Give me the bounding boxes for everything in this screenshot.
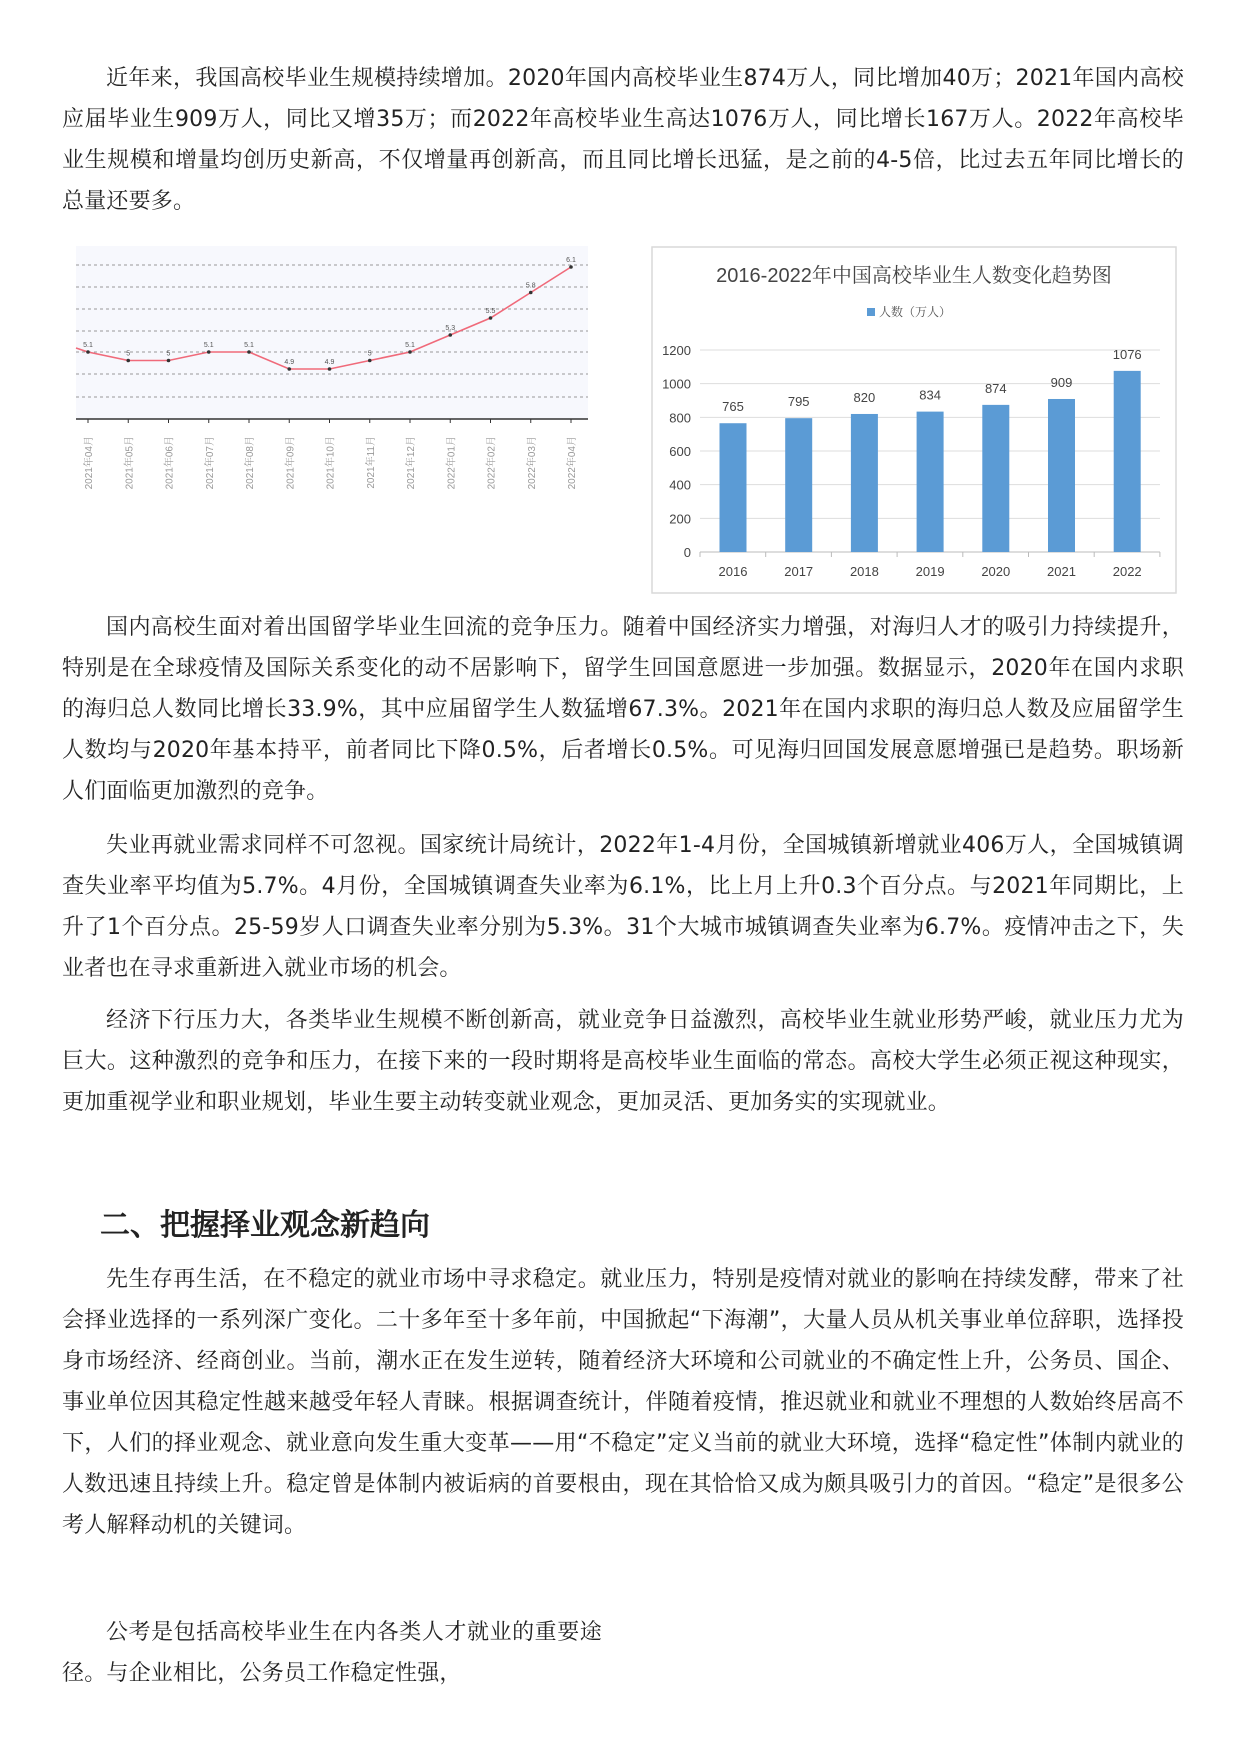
bar — [720, 423, 747, 552]
x-tick-label: 2018 — [849, 564, 879, 579]
x-tick-label: 2022年03月 — [526, 436, 538, 490]
x-tick-label: 2021年04月 — [84, 436, 95, 490]
x-tick-label: 2021年05月 — [124, 436, 136, 490]
y-tick-label: 800 — [669, 410, 691, 426]
paragraph-pressure: 经济下行压力大，各类毕业生规模不断创新高，就业竞争日益激烈，高校毕业生就业形势严峻，就业压力尤为巨大。这种激烈的竞争和压力，在接下来的一段时期将是高校毕业生面临的常态。高校大学生必须正视这种现实，更加重视学业和职业规划，毕业生要主动转变就业观念，更加灵活、更加务实的实现就业。 — [62, 1008, 1184, 1115]
data-label: 5 — [367, 350, 372, 358]
data-label: 4.9 — [324, 359, 335, 366]
graduates-bar-chart — [0, 0, 1239, 600]
y-tick-label: 600 — [669, 444, 691, 459]
data-label: 5.1 — [405, 342, 415, 349]
data-label: 5.1 — [203, 342, 214, 349]
paragraph-graduate-scale: 近年来，我国高校毕业生规模持续增加。2020年国内高校毕业生874万人，同比增加40万；2021年国内高校应届毕业生909万人，同比又增35万；而2022年高校毕业生高达1076万人，同比增长167万人。2022年高校毕业生规模和增量均创历史新高，不仅增量再创新高，而且同比增长迅猛，是之前的4-5倍，比过去五年同比增长的总量还要多。 — [62, 66, 1184, 214]
y-tick-label: 1200 — [662, 343, 691, 358]
x-tick-label: 2016 — [718, 564, 748, 579]
x-tick-label: 2022 — [1112, 564, 1142, 579]
bar — [1048, 399, 1075, 552]
y-tick-label: 1000 — [662, 376, 691, 392]
legend-label: 人数（万人） — [879, 305, 952, 319]
x-tick-label: 2022年02月 — [486, 436, 498, 490]
x-tick-label: 2020 — [981, 564, 1011, 579]
bar — [851, 414, 878, 552]
data-label: 5.1 — [83, 342, 93, 349]
x-tick-label: 2021年12月 — [406, 436, 417, 490]
bar-value-label: 874 — [984, 380, 1007, 396]
legend-swatch — [867, 308, 875, 316]
y-tick-label: 200 — [669, 511, 691, 527]
paragraph-stability: 先生存再生活，在不稳定的就业市场中寻求稳定。就业压力，特别是疫情对就业的影响在持续发酵，带来了社会择业选择的一系列深广变化。二十多年至十多年前，中国掀起“下海潮”，大量人员从机关事业单位辞职，选择投身市场经济、经商创业。当前，潮水正在发生逆转，随着经济大环境和公司就业的不确定性上升，公务员、国企、事业单位因其稳定性越来越受年轻人青睐。根据调查统计，伴随着疫情，推迟就业和就业不理想的人数始终居高不下，人们的择业观念、就业意向发生重大变革——用“不稳定”定义当前的就业大环境，选择“稳定性”体制内就业的人数迅速且持续上升。稳定曾是体制内被诟病的首要根由，现在其恰恰又成为颇具吸引力的首因。“稳定”是很多公考人解释动机的关键词。 — [62, 1267, 1184, 1538]
y-tick-label: 400 — [669, 477, 691, 493]
paragraph-reemployment: 失业再就业需求同样不可忽视。国家统计局统计，2022年1-4月份，全国城镇新增就业406万人，全国城镇调查失业率平均值为5.7%。4月份，全国城镇调查失业率为6.1%，比上月上升0.3个百分点。与2021年同期比，上升了1个百分点。25-59岁人口调查失业率分别为5.3%。31个大城市城镇调查失业率为6.7%。疫情冲击之下，失业者也在寻求重新进入就业市场的机会。 — [62, 833, 1184, 981]
bar — [917, 412, 944, 552]
x-tick-label: 2021年11月 — [365, 436, 377, 489]
data-label: 5.8 — [525, 282, 536, 290]
data-label: 5 — [126, 350, 131, 358]
chart-title: 2016-2022年中国高校毕业生人数变化趋势图 — [716, 265, 1112, 287]
x-tick-label: 2021年06月 — [164, 436, 176, 490]
data-label: 5.1 — [244, 342, 254, 349]
bar — [982, 405, 1009, 552]
bar-value-label: 820 — [853, 389, 876, 405]
y-tick-label: 0 — [683, 545, 691, 560]
x-tick-label: 2017 — [784, 564, 814, 579]
x-tick-label: 2021年07月 — [204, 436, 216, 490]
bar — [1114, 371, 1141, 552]
bar-value-label: 1076 — [1112, 346, 1142, 362]
paragraph-civil-service: 公考是包括高校毕业生在内各类人才就业的重要途径。与企业相比，公务员工作稳定性强， — [62, 1620, 602, 1686]
x-tick-label: 2021年08月 — [245, 436, 256, 490]
bar-value-label: 795 — [787, 394, 810, 410]
paragraph-returnee-competition: 国内高校生面对着出国留学毕业生回流的竞争压力。随着中国经济实力增强，对海归人才的吸引力持续提升，特别是在全球疫情及国际关系变化的动不居影响下，留学生回国意愿进一步加强。数据显示，2020年在国内求职的海归总人数同比增长33.9%，其中应届留学生人数猛增67.3%。2021年在国内求职的海归总人数及应届留学生人数均与2020年基本持平，前者同比下降0.5%，后者增长0.5%。可见海归回国发展意愿增强已是趋势。职场新人们面临更加激烈的竞争。 — [62, 615, 1184, 804]
bar-value-label: 765 — [722, 399, 744, 415]
data-label: 5 — [166, 350, 171, 358]
data-label: 4.9 — [284, 359, 295, 366]
section-heading: 二、把握择业观念新趋向 — [100, 1208, 430, 1243]
x-tick-label: 2021年09月 — [285, 436, 297, 490]
x-tick-label: 2021 — [1047, 564, 1076, 579]
data-label: 5.3 — [445, 325, 456, 332]
x-tick-label: 2021年10月 — [325, 436, 337, 490]
x-tick-label: 2019 — [915, 564, 945, 579]
data-label: 6.1 — [566, 257, 576, 264]
bar-value-label: 834 — [919, 387, 941, 403]
bar-value-label: 909 — [1050, 374, 1073, 390]
bar — [785, 418, 812, 552]
x-tick-label: 2022年01月 — [446, 436, 458, 490]
x-tick-label: 2022年04月 — [567, 436, 578, 490]
data-label: 5.5 — [485, 308, 496, 315]
